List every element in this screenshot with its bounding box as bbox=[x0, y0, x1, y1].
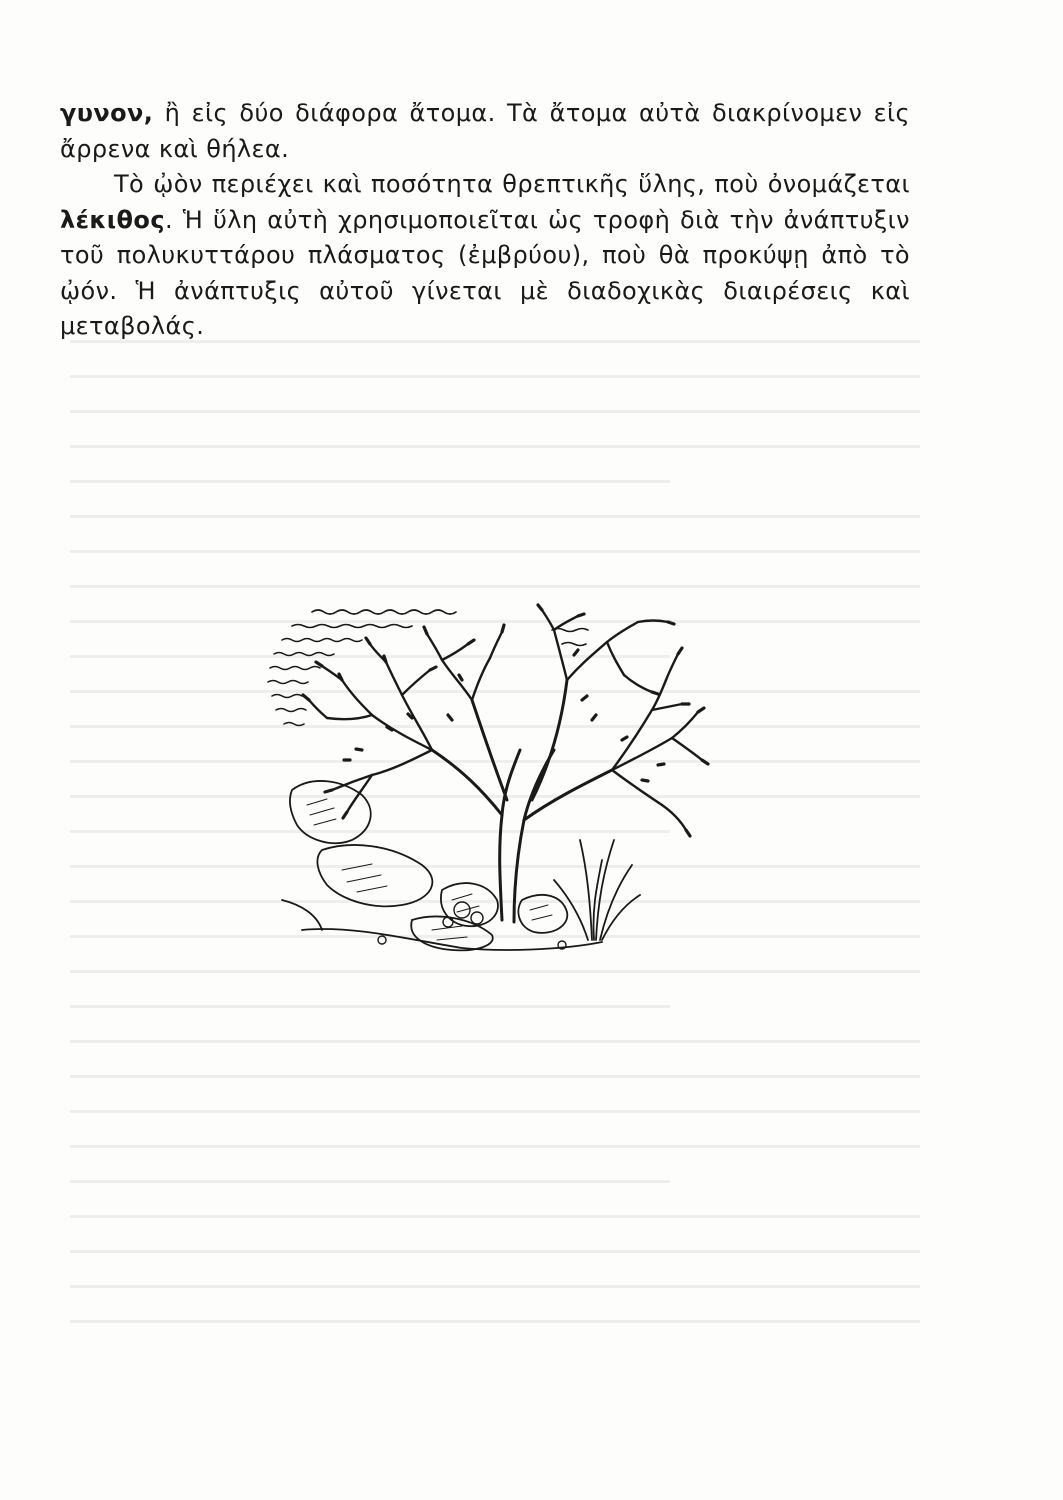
bleed-through-line bbox=[70, 585, 920, 588]
paragraph-2-part-1: Τὸ ᾠὸν περιέχει καὶ ποσότητα θρεπτικῆς ὕλης, ποὺ ὀνομάζεται bbox=[114, 170, 910, 198]
bleed-through-line bbox=[70, 1075, 920, 1078]
bleed-through-line bbox=[70, 1145, 920, 1148]
bleed-through-line bbox=[70, 1215, 920, 1218]
seagrass bbox=[554, 840, 640, 940]
body-text bbox=[60, 96, 910, 345]
paragraph-1-text: ἢ εἰς δύο διάφορα ἄτομα. Τὰ ἄτομα αὐτὰ διακρίνομεν εἰς ἄρρενα καὶ θήλεα. bbox=[60, 99, 910, 163]
bleed-through-line bbox=[70, 375, 920, 378]
bleed-through-line bbox=[70, 445, 920, 448]
coral-illustration-icon bbox=[262, 600, 722, 960]
bleed-through-line bbox=[70, 1320, 920, 1323]
paragraph-2 bbox=[60, 167, 910, 345]
coral-trunk bbox=[432, 680, 612, 922]
paragraph-2-part-2: . Ἡ ὕλη αὐτὴ χρησιμοποιεῖται ὡς τροφὴ διὰ τὴν ἀνάπτυξιν τοῦ πολυκυττάρου πλάσματος (ἐμβρύου), ποὺ θὰ προκύψῃ ἀπὸ τὸ ᾠόν. Ἡ ἀνάπτυξις αὐτοῦ γίνεται μὲ διαδοχικὰς διαιρέσεις καὶ μεταβολάς. bbox=[60, 205, 910, 340]
bleed-through-line bbox=[70, 550, 920, 553]
bleed-through-line bbox=[70, 1040, 920, 1043]
rock-base bbox=[282, 781, 602, 950]
bleed-through-line bbox=[70, 410, 920, 413]
bleed-through-line bbox=[70, 1250, 920, 1253]
coral-polyps bbox=[303, 605, 708, 836]
bleed-through-line bbox=[70, 1285, 920, 1288]
bleed-through-line bbox=[70, 1180, 670, 1183]
bleed-through-line bbox=[70, 480, 670, 483]
bold-word-lekithos: λέκιθος bbox=[60, 205, 165, 234]
bold-word-gynon: γυνον, bbox=[60, 99, 154, 127]
bleed-through-line bbox=[70, 515, 920, 518]
paragraph-1 bbox=[60, 96, 910, 167]
bleed-through-line bbox=[70, 970, 920, 973]
bleed-through-line bbox=[70, 1005, 670, 1008]
bleed-through-line bbox=[70, 1110, 920, 1113]
